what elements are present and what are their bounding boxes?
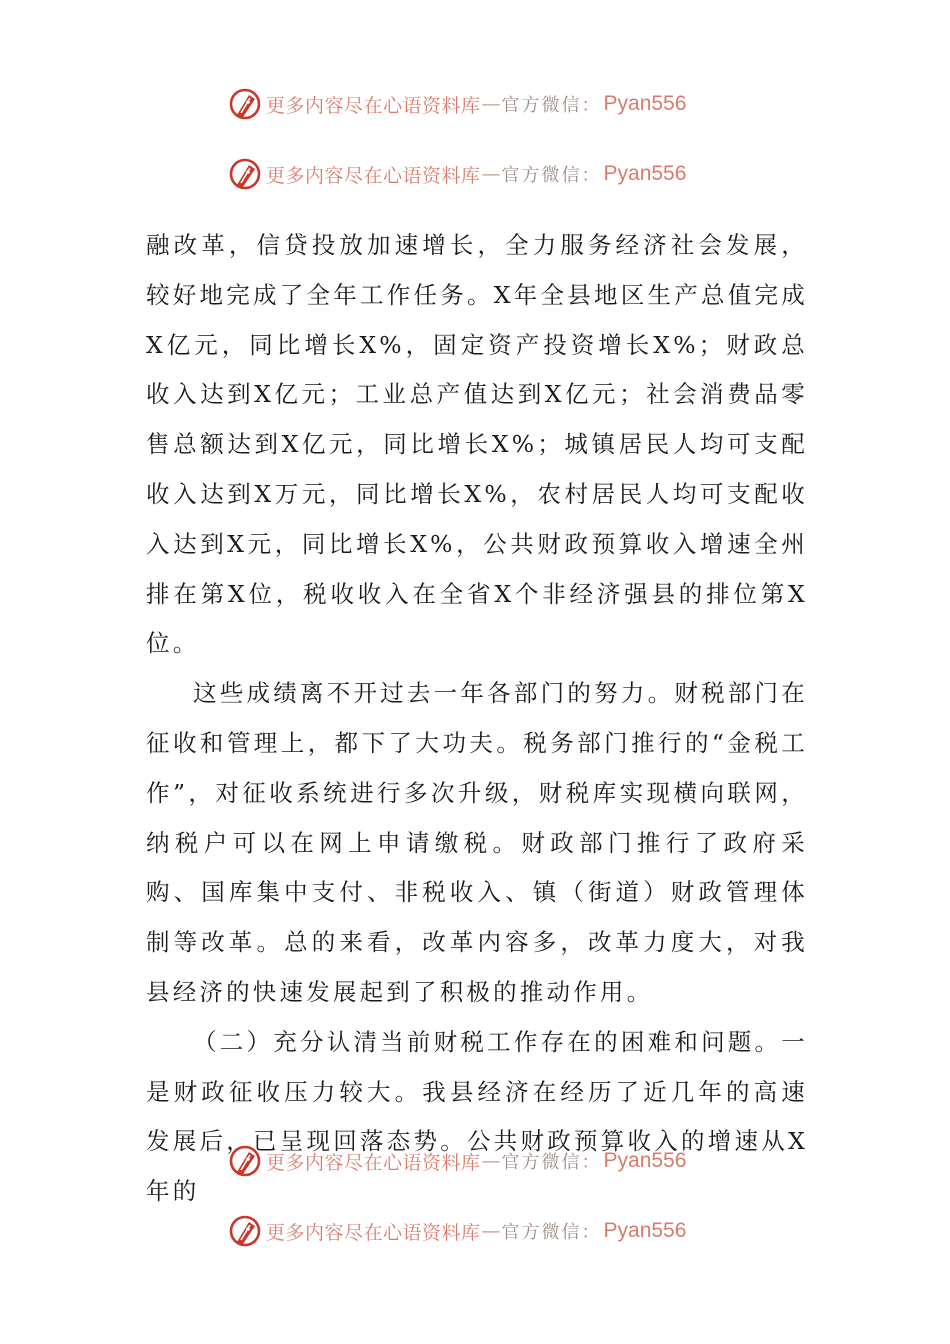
watermark-wechat-label: 官方微信： xyxy=(501,1222,602,1243)
watermark-wechat-label: 官方微信： xyxy=(501,165,602,186)
watermark-wechat-label: 官方微信： xyxy=(501,95,602,116)
watermark-brand-text: 更多内容尽在心语资料库 xyxy=(266,1221,481,1244)
watermark-brand-text: 更多内容尽在心语资料库 xyxy=(266,1151,481,1174)
pen-nib-logo-icon xyxy=(228,1144,262,1178)
watermark-brand-text: 更多内容尽在心语资料库 xyxy=(266,164,481,187)
document-body xyxy=(146,221,808,1217)
watermark-wechat-id: Pyan556 xyxy=(603,162,687,185)
watermark-separator: — xyxy=(481,93,501,115)
pen-nib-logo-icon xyxy=(228,87,262,121)
pen-nib-logo-icon xyxy=(228,1214,262,1248)
watermark-banner xyxy=(228,156,686,192)
section-paragraph: （二）充分认清当前财税工作存在的困难和问题。一是财政征收压力较大。我县经济在经历了近几年的高速发展后，已呈现回落态势。公共财政预算收入的增速从X年的 xyxy=(146,1027,808,1206)
watermark-wechat-id: Pyan556 xyxy=(603,1149,687,1172)
paragraph-continuation: 融改革，信贷投放加速增长，全力服务经济社会发展，较好地完成了全年工作任务。X年全县地区生产总值完成X亿元，同比增长X%，固定资产投资增长X%；财政总收入达到X亿元；工业总产值达到X亿元；社会消费品零售总额达到X亿元，同比增长X%；城镇居民人均可支配收入达到X万元，同比增长X%，农村居民人均可支配收入达到X元，同比增长X%，公共财政预算收入增速全州排在第X位，税收收入在全省X个非经济强县的排位第X位。 xyxy=(146,231,808,658)
watermark-banner xyxy=(228,86,686,122)
watermark-banner xyxy=(228,1143,686,1179)
watermark-separator: — xyxy=(481,1220,501,1242)
watermark-banner xyxy=(228,1213,686,1249)
watermark-brand-text: 更多内容尽在心语资料库 xyxy=(266,94,481,117)
watermark-wechat-label: 官方微信： xyxy=(501,1152,602,1173)
watermark-wechat-id: Pyan556 xyxy=(603,92,687,115)
paragraph: 这些成绩离不开过去一年各部门的努力。财税部门在征收和管理上，都下了大功夫。税务部门推行的“金税工作”，对征收系统进行多次升级，财税库实现横向联网，纳税户可以在网上申请缴税。财政部门推行了政府采购、国库集中支付、非税收入、镇（街道）财政管理体制等改革。总的来看，改革内容多，改革力度大，对我县经济的快速发展起到了积极的推动作用。 xyxy=(146,679,808,1006)
watermark-wechat-id: Pyan556 xyxy=(603,1219,687,1242)
watermark-separator: — xyxy=(481,163,501,185)
watermark-separator: — xyxy=(481,1150,501,1172)
pen-nib-logo-icon xyxy=(228,157,262,191)
